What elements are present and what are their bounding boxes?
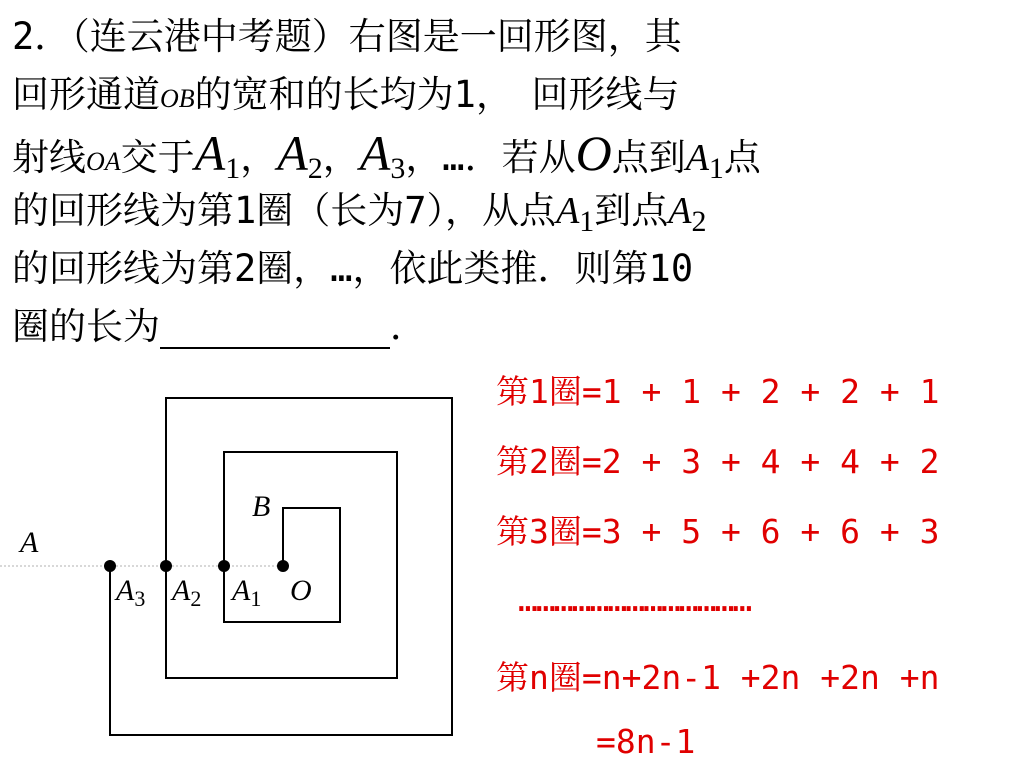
- label-a2: $A_2$: [172, 574, 202, 611]
- label-o: O: [290, 574, 312, 607]
- subscript-3: 3: [390, 152, 406, 185]
- problem-line-1: [12, 8, 1002, 66]
- point-a2-dot: [160, 560, 172, 572]
- problem-line-5: [12, 240, 1002, 298]
- note-ring-n: 第n圈=n+2n-1 +2n +2n +n: [496, 658, 940, 697]
- point-a1-symbol: A: [194, 125, 226, 181]
- problem-line-2-start: 回形通道: [12, 73, 160, 116]
- problem-line-2-end: 的宽和的长均为1， 回形线与: [194, 73, 680, 116]
- label-b: B: [252, 490, 271, 523]
- point-a3-dot: [104, 560, 116, 572]
- problem-line-4-start: 的回形线为第1圈（长为7），从点: [12, 189, 557, 232]
- note-ring-3: 第3圈=3 + 5 + 6 + 6 + 3: [496, 512, 940, 551]
- subscript-1: 1: [579, 205, 595, 238]
- spiral-figure: [0, 380, 490, 768]
- point-o-symbol: O: [575, 125, 612, 181]
- problem-line-3-middle: ，…．若从: [405, 136, 576, 179]
- problem-line-4: [12, 182, 1002, 240]
- problem-line-3: [12, 124, 1002, 185]
- problem-line-2: [12, 66, 1002, 124]
- label-a1: $A_1$: [232, 574, 262, 611]
- note-ring-1: 第1圈=1 + 1 + 2 + 2 + 1: [496, 372, 940, 411]
- note-result: =8n-1: [596, 722, 696, 761]
- problem-line-5-text: 的回形线为第2圈，…，依此类推．则第10: [12, 247, 694, 290]
- note-ellipsis: …………………………………: [518, 580, 751, 619]
- point-a2-symbol: A: [277, 125, 308, 181]
- subscript-1: 1: [225, 152, 241, 185]
- problem-line-3-intersect: 交于: [120, 136, 195, 179]
- problem-line-3-to: 点到: [611, 136, 686, 179]
- problem-line-3-start: 射线: [12, 136, 86, 179]
- problem-line-1-text: 2．（连云港中考题）右图是一回形图，其: [12, 15, 682, 58]
- answer-blank: [160, 307, 390, 349]
- point-a1-symbol-3: A: [556, 190, 580, 232]
- problem-line-6-end: ．: [390, 305, 427, 348]
- subscript-2: 2: [307, 152, 323, 185]
- problem-line-6-start: 圈的长为: [12, 305, 160, 348]
- point-a1-symbol-2: A: [685, 137, 709, 179]
- point-a2-symbol-2: A: [668, 190, 692, 232]
- subscript-2: 2: [691, 205, 707, 238]
- note-ring-2: 第2圈=2 + 3 + 4 + 4 + 2: [496, 442, 940, 481]
- point-o-dot: [277, 560, 289, 572]
- label-a: A: [20, 526, 39, 559]
- point-a3-symbol: A: [359, 125, 391, 181]
- problem-line-3-end: 点: [723, 136, 761, 179]
- ray-oa-symbol: OA: [86, 147, 121, 176]
- segment-ob-symbol: OB: [160, 84, 195, 113]
- problem-line-4-to: 到点: [594, 189, 669, 232]
- point-a1-dot: [218, 560, 230, 572]
- subscript-1: 1: [708, 152, 724, 185]
- comma: ，: [240, 136, 278, 179]
- comma: ，: [322, 136, 360, 179]
- label-a3: $A_3$: [116, 574, 146, 611]
- problem-line-6: [12, 298, 1002, 356]
- problem-text: [12, 8, 1002, 356]
